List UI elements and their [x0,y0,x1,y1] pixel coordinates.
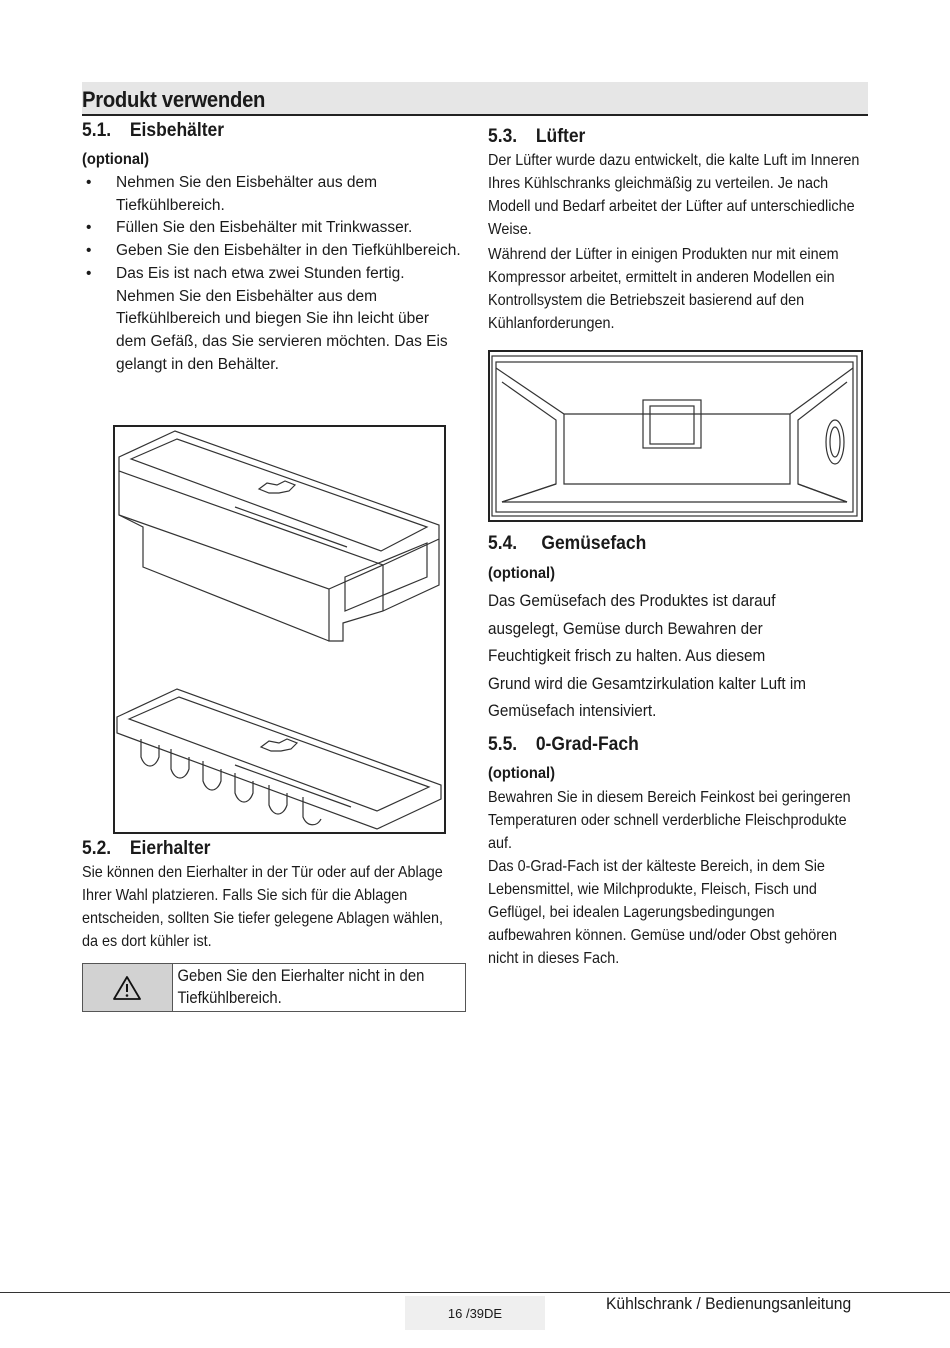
list-item: • Das Eis ist nach etwa zwei Stunden fertig. Nehmen Sie den Eisbehälter aus dem Tiefkühlbereich und biegen Sie ihn leicht über dem Gefäß, das Sie servieren möchten. Das Eis gelangt in den Behälter. [86,264,448,373]
bullet-icon: • [86,264,92,282]
bullet-icon: • [86,174,92,191]
text-line: ausgelegt, Gemüse durch Bewahren der [488,618,763,638]
section-5-3-heading [488,126,585,148]
text-line: Grund wird die Gesamtzirkulation kalter Luft im [488,673,807,693]
section-title: Eisbehälter [129,120,225,141]
fan-paragraph-2: Während der Lüfter in einigen Produkten nur mit einem Kompressor arbeitet, ermittelt in anderen Modellen ein Kontrollsystem die Betriebszeit basierend auf den Kühlanforderungen. [488,246,839,332]
ice-tray-steps [82,172,462,376]
section-title: Gemüsefach [541,533,647,554]
section-number: 5.5. [488,734,518,755]
section-title: Eierhalter [129,838,211,859]
section-5-2-heading [82,838,210,860]
optional-label: (optional) [82,151,150,168]
list-item: • Füllen Sie den Eisbehälter mit Trinkwasser. [82,217,462,240]
ice-tray-drawing [115,427,444,832]
section-number: 5.2. [82,838,112,859]
section-number: 5.1. [82,120,112,141]
egg-holder-text: Sie können den Eierhalter in der Tür oder auf der Ablage Ihrer Wahl platzieren. Falls Sie sich für die Ablagen entscheiden, sollten Sie tiefer gelegene Ablagen wählen, da es dort kühler ist. [82,864,444,950]
text-line: Das Gemüsefach des Produktes ist darauf [488,591,776,610]
page-title: Produkt verwenden [82,87,266,112]
bullet-icon: • [86,219,92,237]
fan-illustration [488,350,863,522]
zero-degree-paragraph-1: Bewahren Sie in diesem Bereich Feinkost bei geringeren Temperaturen oder schnell verderbliche Fleischprodukte auf. [488,789,851,852]
optional-label: (optional) [488,565,556,582]
list-item: • Geben Sie den Eisbehälter in den Tiefkühlbereich. [82,240,462,263]
section-5-5-heading [488,734,639,756]
text-line: Feuchtigkeit frisch zu halten. Aus diesem [488,646,766,665]
section-5-4-heading [488,533,646,555]
section-number: 5.3. [488,126,518,147]
section-title: 0-Grad-Fach [535,734,639,755]
text-line: Gemüsefach intensiviert. [488,701,657,720]
fan-paragraph-1: Der Lüfter wurde dazu entwickelt, die kalte Luft im Inneren Ihres Kühlschranks gleichmäßig zu verteilen. Je nach Modell und Bedarf arbeitet der Lüfter auf unterschiedliche Weise. [488,152,860,238]
warning-triangle-icon [112,975,142,1001]
warning-icon-cell [83,964,173,1011]
section-5-1-heading [82,120,224,142]
fan-drawing [490,352,861,520]
footer-divider [0,1292,950,1293]
warning-text: Geben Sie den Eierhalter nicht in den Tiefkühlbereich. [177,967,424,1007]
section-number: 5.4. [488,533,518,554]
ice-tray-illustration [113,425,446,834]
zero-degree-paragraph-2: Das 0-Grad-Fach ist der kälteste Bereich, in dem Sie Lebensmittel, wie Milchprodukte, Fleisch, Fisch und Geflügel, bei idealen Lagerungsbedingungen aufbewahren können. Gemüse und/oder Obst gehören nicht in dieses Fach. [488,858,838,967]
warning-box [82,963,466,1012]
footer-title: Kühlschrank / Bedienungsanleitung [606,1294,852,1313]
bullet-icon: • [86,242,92,260]
page-number: 16 /39DE [405,1296,545,1330]
list-item: • Nehmen Sie den Eisbehälter aus dem Tiefkühlbereich. [86,174,378,214]
section-title: Lüfter [535,126,586,147]
crisper-text [488,587,857,725]
optional-label: (optional) [488,765,556,782]
